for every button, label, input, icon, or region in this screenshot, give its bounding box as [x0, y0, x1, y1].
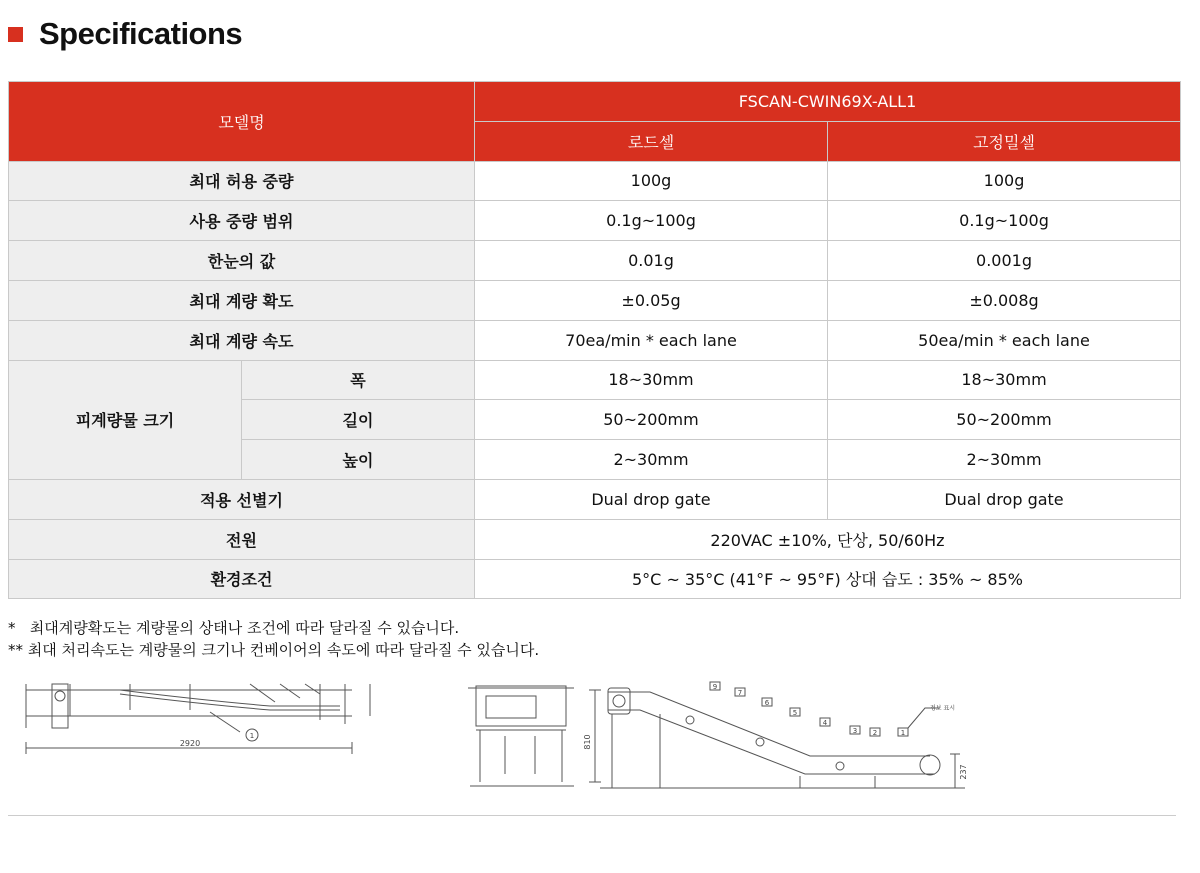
- dim-height-label: 810: [583, 734, 592, 750]
- callout-note-label: 정보 표시: [930, 705, 956, 712]
- spec-table: [8, 81, 1181, 599]
- step-number-label: 7: [737, 689, 743, 697]
- section-heading: [8, 14, 242, 54]
- row-sublabel: 폭: [242, 360, 475, 400]
- col-loadcell: 로드셀: [475, 121, 828, 161]
- step-number-label: 1: [900, 729, 906, 737]
- row-label: 한눈의 값: [9, 241, 475, 281]
- row-value: 5°C ~ 35°C (41°F ~ 95°F) 상대 습도 : 35% ~ 85%: [475, 559, 1181, 599]
- row-value: 70ea/min * each lane: [475, 320, 828, 360]
- row-label: 환경조건: [9, 559, 475, 599]
- bottom-divider: [8, 815, 1176, 816]
- row-value: 18~30mm: [475, 360, 828, 400]
- step-number-label: 2: [872, 729, 878, 737]
- page-title: Specifications: [39, 16, 243, 51]
- row-sublabel: 길이: [242, 400, 475, 440]
- row-label: 적용 선별기: [9, 479, 475, 519]
- table-row: [9, 519, 1181, 559]
- footnotes: [8, 617, 539, 661]
- row-value: 50~200mm: [828, 400, 1181, 440]
- row-value: 2~30mm: [828, 440, 1181, 480]
- step-number-label: 3: [852, 727, 858, 735]
- row-value: 0.1g~100g: [828, 201, 1181, 241]
- step-number-label: 9: [712, 683, 718, 691]
- table-row: [9, 161, 1181, 201]
- footnote-accuracy: * 최대계량확도는 계량물의 상태나 조건에 따라 달라질 수 있습니다.: [8, 619, 460, 637]
- row-value: 2~30mm: [475, 440, 828, 480]
- model-label: 모델명: [9, 82, 475, 162]
- row-value: 0.001g: [828, 241, 1181, 281]
- row-label: 최대 계량 속도: [9, 320, 475, 360]
- row-group-label: 피계량물 크기: [9, 360, 242, 479]
- row-value: 18~30mm: [828, 360, 1181, 400]
- model-value: FSCAN-CWIN69X-ALL1: [475, 82, 1181, 122]
- dim-side-label: 237: [959, 764, 968, 780]
- table-row: [9, 201, 1181, 241]
- row-value: 100g: [475, 161, 828, 201]
- row-value: Dual drop gate: [475, 479, 828, 519]
- footnote-speed: ** 최대 처리속도는 계량물의 크기나 컨베이어의 속도에 따라 달라질 수 있습니다.: [8, 641, 540, 659]
- table-row: [9, 559, 1181, 599]
- table-row: [9, 320, 1181, 360]
- header-row: [9, 82, 1181, 122]
- row-value: ±0.008g: [828, 280, 1181, 320]
- step-number-label: 6: [764, 699, 770, 707]
- row-label: 전원: [9, 519, 475, 559]
- step-number-label: 4: [822, 719, 828, 727]
- row-value: 50~200mm: [475, 400, 828, 440]
- dim-length-label: 2920: [179, 739, 201, 748]
- technical-drawings: [0, 680, 1200, 800]
- step-number-label: 5: [792, 709, 798, 717]
- col-precision-cell: 고정밀셀: [828, 121, 1181, 161]
- side-view-drawing: [589, 682, 965, 788]
- row-sublabel: 높이: [242, 440, 475, 480]
- row-label: 최대 허용 중량: [9, 161, 475, 201]
- row-value: Dual drop gate: [828, 479, 1181, 519]
- row-value: 100g: [828, 161, 1181, 201]
- table-row: [9, 360, 1181, 400]
- table-row: [9, 280, 1181, 320]
- callout-one-label: 1: [249, 732, 255, 740]
- row-label: 최대 계량 확도: [9, 280, 475, 320]
- row-label: 사용 중량 범위: [9, 201, 475, 241]
- heading-marker: [8, 27, 23, 42]
- front-view-drawing: [468, 686, 574, 786]
- row-value: 0.1g~100g: [475, 201, 828, 241]
- table-row: [9, 241, 1181, 281]
- row-value: ±0.05g: [475, 280, 828, 320]
- table-row: [9, 479, 1181, 519]
- row-value: 0.01g: [475, 241, 828, 281]
- row-value: 50ea/min * each lane: [828, 320, 1181, 360]
- row-value: 220VAC ±10%, 단상, 50/60Hz: [475, 519, 1181, 559]
